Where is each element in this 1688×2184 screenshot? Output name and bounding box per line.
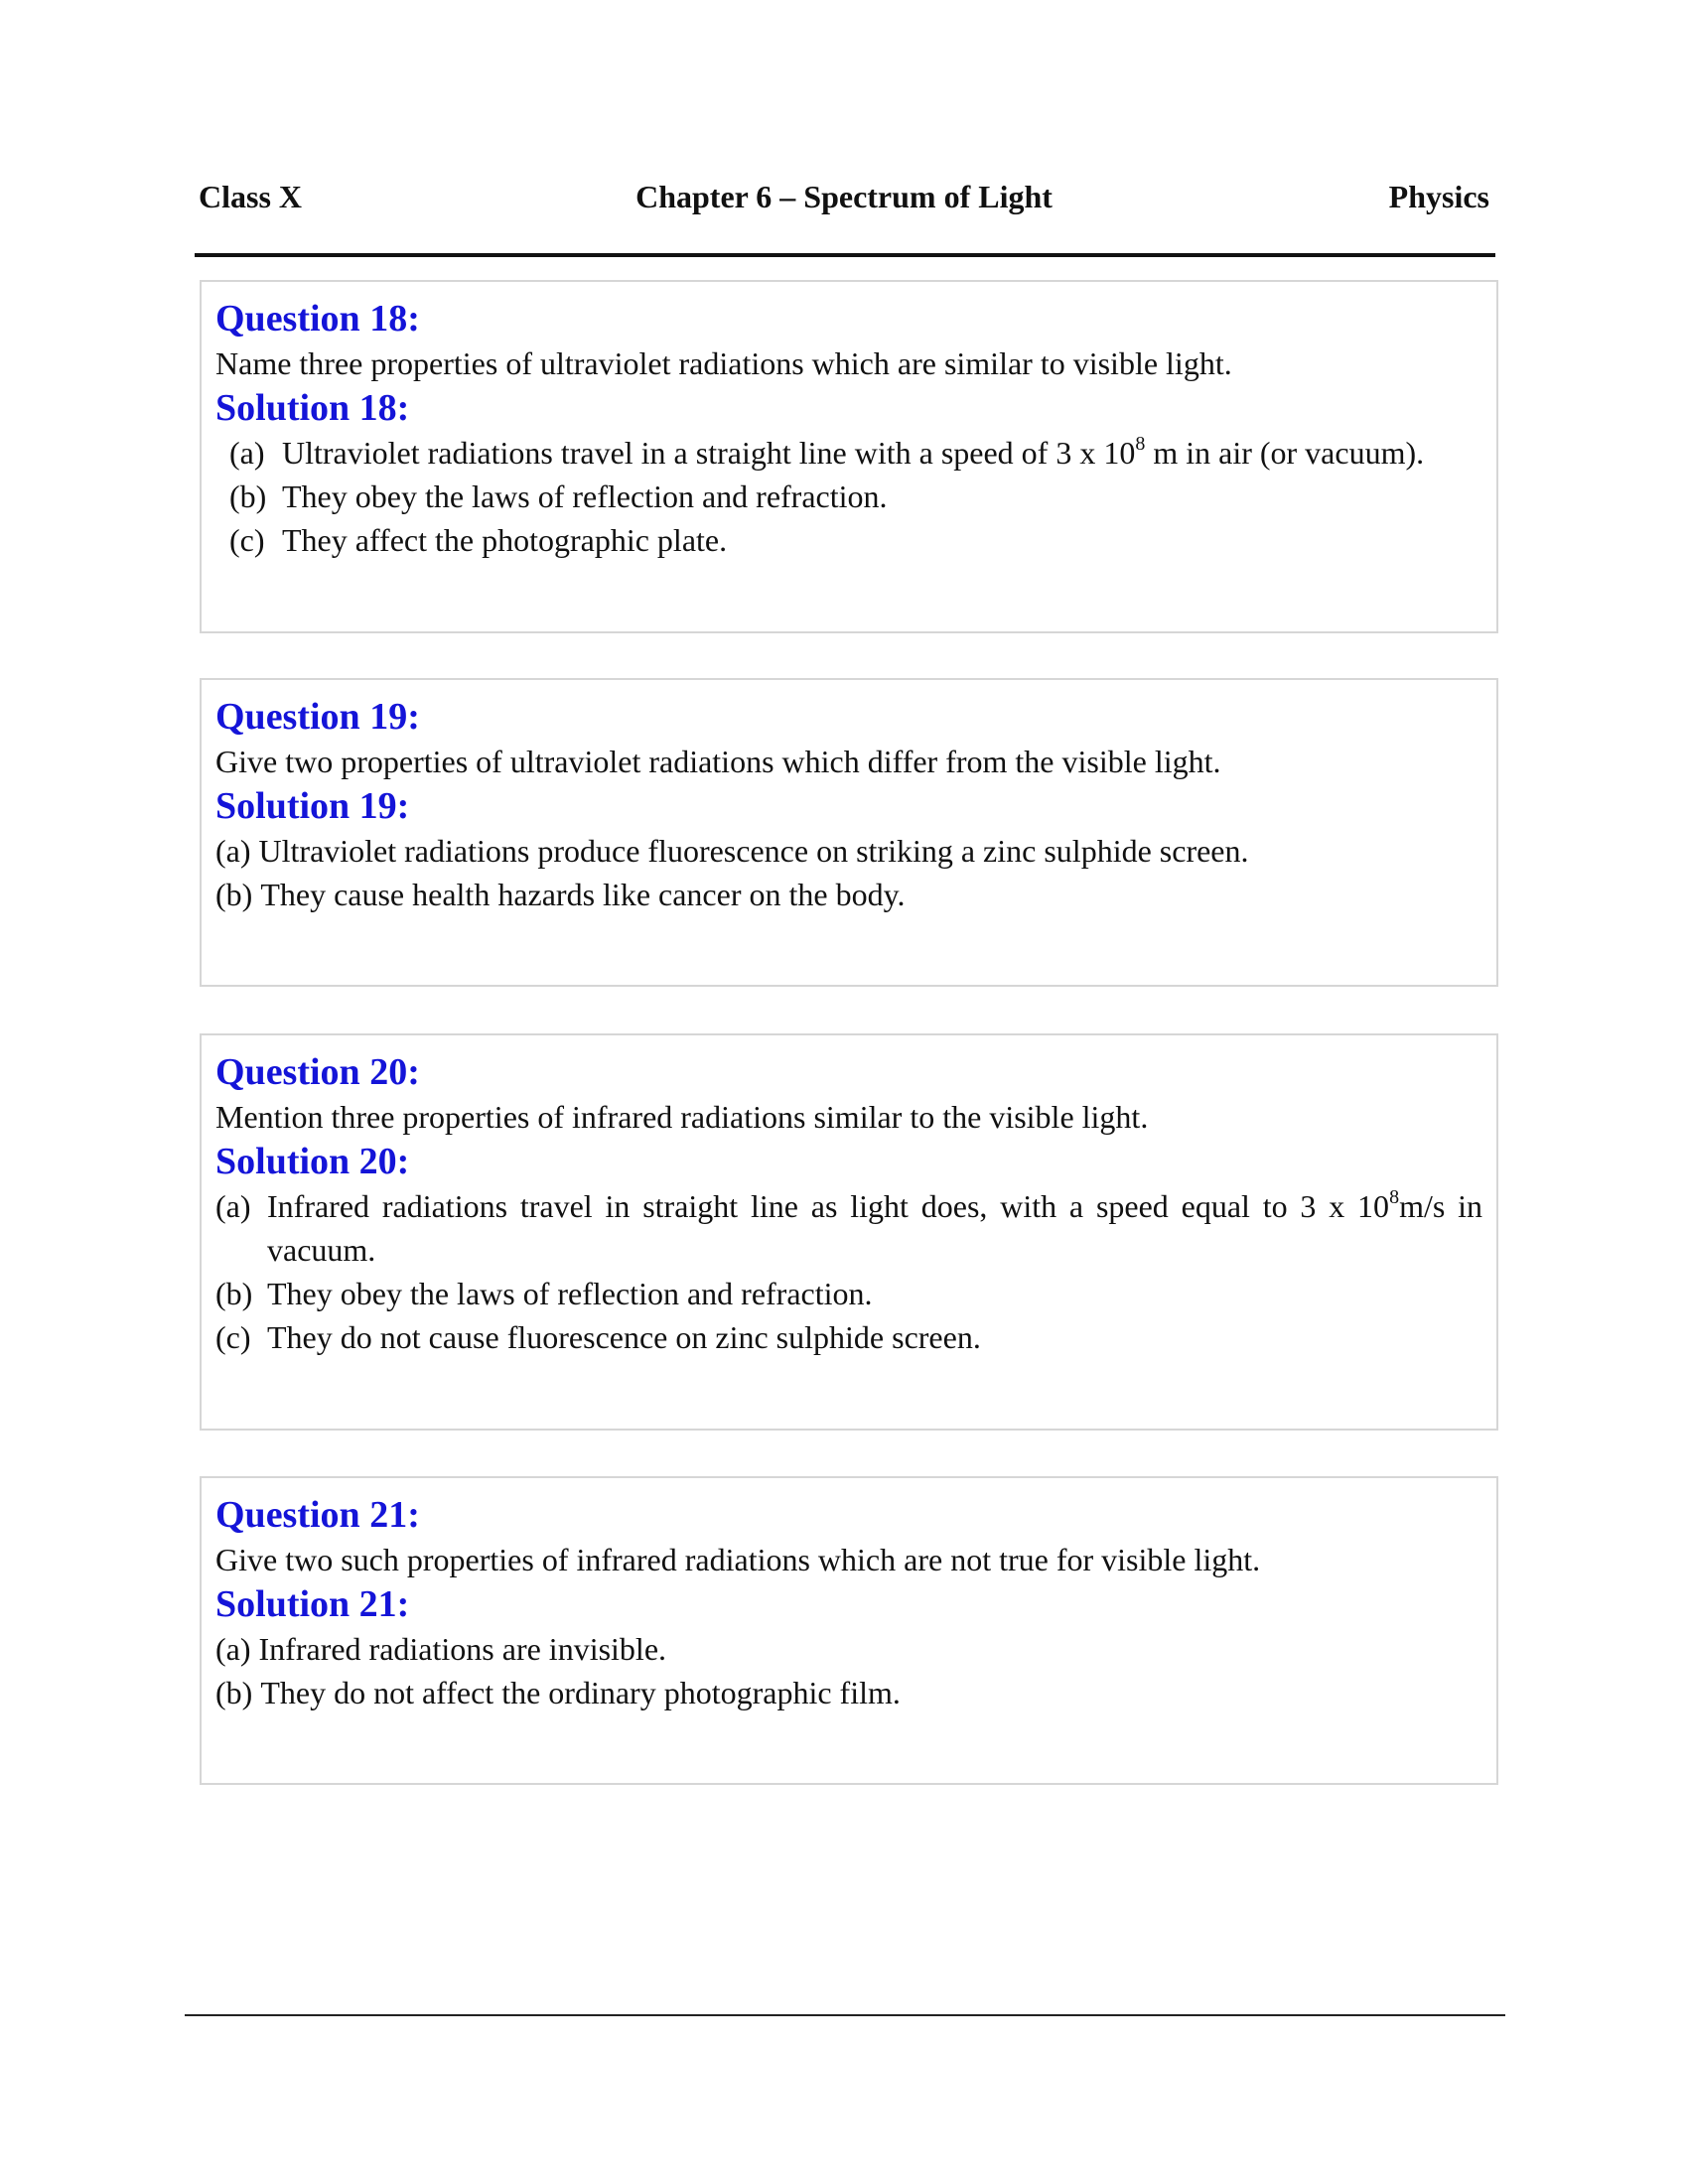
item-text: They cause health hazards like cancer on the body.: [260, 877, 906, 912]
item-label: (b): [215, 1675, 253, 1710]
solution-item: [215, 1184, 1482, 1272]
question-title: Question 21:: [215, 1494, 420, 1536]
solution-list: [215, 829, 1482, 916]
superscript-exponent: 8: [1135, 433, 1146, 455]
question-title: Question 19:: [215, 696, 420, 738]
question-box-20: [200, 1033, 1498, 1431]
solution-title: Solution 18:: [215, 387, 410, 429]
solution-list: [215, 1184, 1482, 1359]
item-text: Infrared radiations are invisible.: [258, 1631, 667, 1667]
solution-item: [215, 1671, 1482, 1714]
question-box-21: [200, 1476, 1498, 1785]
solution-item: [215, 1315, 1482, 1359]
question-text: Give two properties of ultraviolet radiations which differ from the visible light.: [215, 744, 1221, 779]
solution-item: [215, 1627, 1482, 1671]
item-text: They do not cause fluorescence on zinc sulphide screen.: [267, 1319, 981, 1355]
solution-title: Solution 21:: [215, 1583, 410, 1625]
footer-divider: [185, 2014, 1505, 2016]
solution-item: [215, 475, 1482, 518]
header-chapter-title: Chapter 6 – Spectrum of Light: [635, 179, 1053, 214]
item-text-rest: m in air (or vacuum).: [1145, 435, 1425, 471]
solution-item: [215, 1272, 1482, 1315]
solution-item: [215, 829, 1482, 873]
item-label: (c): [229, 522, 265, 558]
solution-list: [215, 431, 1482, 562]
item-label: (a): [229, 435, 265, 471]
header-subject: Physics: [1388, 179, 1489, 214]
question-text: Give two such properties of infrared radiations which are not true for visible light.: [215, 1542, 1261, 1577]
item-label: (c): [215, 1319, 251, 1355]
item-label: (a): [215, 833, 251, 869]
solution-title: Solution 20:: [215, 1141, 410, 1182]
question-box-19: [200, 678, 1498, 987]
item-text: [282, 431, 1482, 475]
solution-item: [215, 518, 1482, 562]
header-class: Class X: [199, 179, 303, 214]
superscript-exponent: 8: [1389, 1186, 1400, 1208]
item-text: [267, 1184, 1482, 1272]
solution-item: [215, 873, 1482, 916]
solution-list: [215, 1627, 1482, 1714]
header-divider: [195, 253, 1495, 257]
question-title: Question 20:: [215, 1051, 420, 1093]
item-text-main: Infrared radiations travel in straight line as light does, with a speed equal to 3 x 10: [267, 1188, 1390, 1224]
question-text: Mention three properties of infrared radiations similar to the visible light.: [215, 1099, 1149, 1135]
item-text: They obey the laws of reflection and refraction.: [267, 1276, 873, 1311]
item-text-rest: m/s in vacuum.: [267, 1188, 1483, 1268]
question-text: Name three properties of ultraviolet radiations which are similar to visible light.: [215, 345, 1232, 381]
item-label: (b): [215, 1276, 253, 1311]
item-label: (b): [229, 478, 267, 514]
page-header: [199, 169, 1489, 228]
question-box-18: [200, 280, 1498, 633]
item-text: Ultraviolet radiations produce fluorescence on striking a zinc sulphide screen.: [258, 833, 1249, 869]
item-text-main: Ultraviolet radiations travel in a straight line with a speed of 3 x 10: [282, 435, 1136, 471]
item-label: (b): [215, 877, 253, 912]
item-label: (a): [215, 1631, 251, 1667]
item-label: (a): [215, 1188, 251, 1224]
item-text: They obey the laws of reflection and refraction.: [282, 478, 888, 514]
item-text: They do not affect the ordinary photographic film.: [260, 1675, 901, 1710]
solution-item: [215, 431, 1482, 475]
solution-title: Solution 19:: [215, 785, 410, 827]
question-title: Question 18:: [215, 298, 420, 340]
item-text: They affect the photographic plate.: [282, 522, 728, 558]
